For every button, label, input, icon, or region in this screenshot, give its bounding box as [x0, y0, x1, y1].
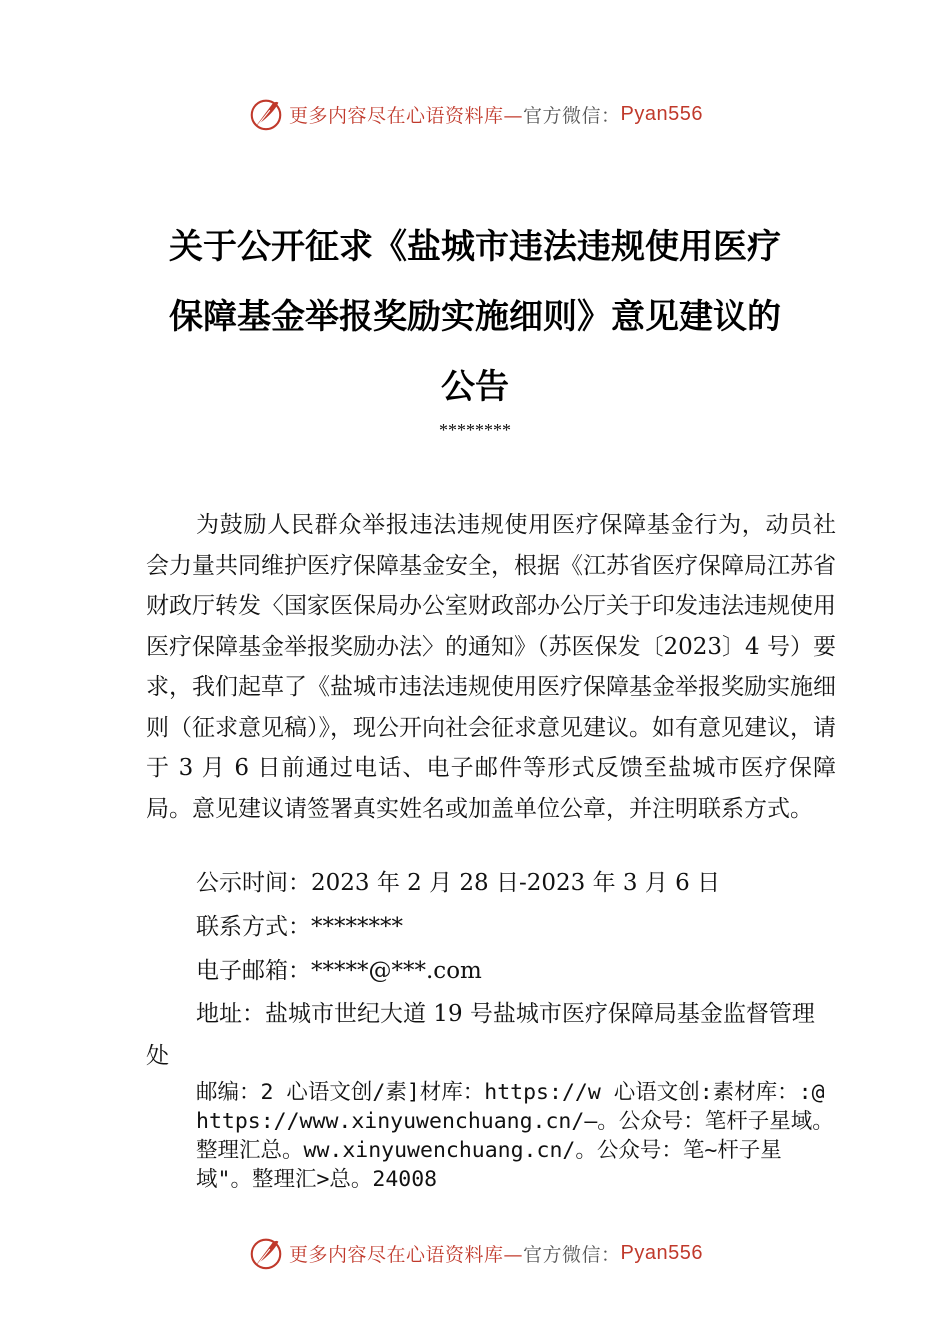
banner-text: 更多内容尽在心语资料库—	[289, 104, 524, 127]
contact-info: 联系方式：********	[196, 914, 403, 940]
document-title	[100, 212, 850, 422]
wechat-label: 官方微信：	[523, 1243, 621, 1266]
wechat-id: Pyan556	[620, 1241, 703, 1264]
title-line-2: 保障基金举报奖励实施细则》意见建议的	[169, 297, 781, 337]
footer-banner	[0, 1233, 950, 1273]
wechat-label: 官方微信：	[523, 104, 621, 127]
title-line-1: 关于公开征求《盐城市违法违规使用医疗	[169, 227, 781, 267]
quill-logo-icon	[247, 95, 285, 133]
quill-logo-icon	[247, 1234, 285, 1272]
wechat-id: Pyan556	[620, 102, 703, 125]
publicity-period: 公示时间：2023 年 2 月 28 日-2023 年 3 月 6 日	[196, 870, 721, 896]
title-line-3: 公告	[441, 367, 509, 407]
title-stars: ********	[439, 420, 511, 440]
banner-text: 更多内容尽在心语资料库—	[289, 1243, 524, 1266]
header-banner	[0, 94, 950, 134]
main-paragraph: 为鼓励人民群众举报违法违规使用医疗保障基金行为，动员社会力量共同维护医疗保障基金安全，根据《江苏省医疗保障局江苏省财政厅转发〈国家医保局办公室财政部办公厅关于印发违法违规使用医疗保障基金举报奖励办法〉的通知》（苏医保发〔2023〕4 号）要求，我们起草了《盐城市违法违规使用医疗保障基金举报奖励实施细则（征求意见稿）》，现公开向社会征求意见建议。如有意见建议，请于 3 月 6 日前通过电话、电子邮件等形式反馈至盐城市医疗保障局。意见建议请签署真实姓名或加盖单位公章，并注明联系方式。	[146, 512, 836, 822]
address-info: 地址：盐城市世纪大道 19 号盐城市医疗保障局基金监督管理处	[146, 1001, 815, 1069]
postal-info: 邮编：2 心语文创/素]材库：https://w 心语文创:素材库：:@https://www.xinyuwenchuang.cn/—。公众号：笔杆子星域。整理汇总。ww.xinyuwenchuang.cn/。公众号：笔~杆子星域"。整理汇>总。24008	[196, 1080, 834, 1192]
email-info: 电子邮箱：*****@***.com	[196, 958, 482, 984]
